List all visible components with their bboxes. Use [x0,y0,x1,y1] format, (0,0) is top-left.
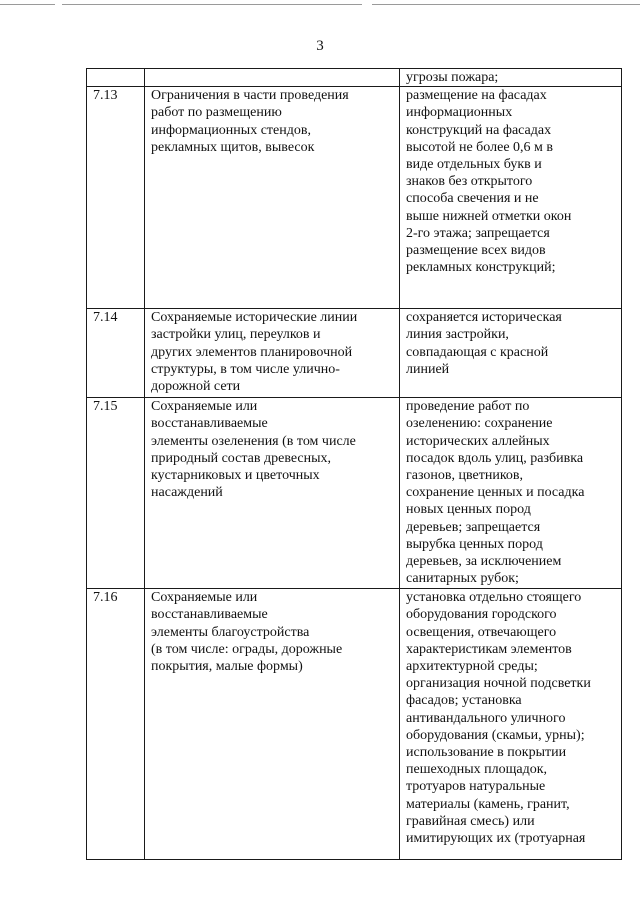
scan-top-rule [62,4,362,5]
table-row [87,589,622,860]
text-line: деревьев; запрещается [406,519,541,535]
text-line: структуры, в том числе улично- [151,361,340,377]
table-row [87,69,622,87]
text-line: исторических аллейных [406,433,550,449]
text-line: Ограничения в части проведения [151,88,349,104]
row-name [145,69,400,87]
text-line: новых ценных пород [406,502,531,518]
text-line: знаков без открытого [406,174,533,190]
row-requirements [400,309,622,398]
text-line: линия застройки, [406,327,509,343]
page-number: 3 [316,38,324,54]
text-line: работ по размещению [151,105,282,121]
row-name [145,87,400,309]
text-line: оборудования (скамьи, урны); [406,727,585,743]
row-requirements [400,87,622,309]
text-line: Сохраняемые или [151,590,258,606]
text-line: пешеходных площадок, [406,762,547,778]
row-number: 7.15 [87,398,145,589]
text-line: антивандального уличного [406,710,566,726]
text-line: природный состав древесных, [151,450,332,466]
text-line: санитарных рубок; [406,571,519,587]
text-line: застройки улиц, переулков и [151,327,321,343]
text-line: высотой не более 0,6 м в [406,139,553,155]
text-line: выше нижней отметки окон [406,208,572,224]
text-line: тротуаров натуральные [406,779,546,795]
row-number: 7.14 [87,309,145,398]
text-line: сохраняется историческая [406,310,562,326]
text-line: архитектурной среды; [406,659,538,675]
text-line: Сохраняемые исторические линии [151,310,358,326]
row-number: 7.13 [87,87,145,309]
table-row [87,309,622,398]
text-line: восстанавливаемые [151,416,268,432]
text-line: характеристикам элементов [406,641,572,657]
text-line: гравийная смесь) или [406,813,535,829]
row-name [145,309,400,398]
text-line: газонов, цветников, [406,468,524,484]
text-line: вырубка ценных пород [406,536,543,552]
text-line: способа свечения и не [406,191,539,207]
text-line: рекламных щитов, вывесок [151,139,315,155]
text-line: покрытия, малые формы) [151,659,303,675]
text-line: восстанавливаемые [151,607,268,623]
text-line: посадок вдоль улиц, разбивка [406,450,584,466]
text-line: виде отдельных букв и [406,157,542,173]
text-line: размещение на фасадах [406,88,547,104]
text-line: совпадающая с красной [406,344,549,360]
row-requirements [400,589,622,860]
text-line: проведение работ по [406,399,530,415]
text-line: элементы озеленения (в том числе [151,433,356,449]
text-line: информационных [406,105,513,121]
scan-top-rule [0,4,55,5]
text-line: элементы благоустройства [151,624,310,640]
requirements-table [86,68,622,860]
text-line: сохранение ценных и посадка [406,485,585,501]
text-line: дорожной сети [151,379,241,395]
text-line: информационных стендов, [151,122,311,138]
text-line: конструкций на фасадах [406,122,552,138]
row-number [87,69,145,87]
text-line: (в том числе: ограды, дорожные [151,641,343,657]
text-line: материалы (камень, гранит, [406,796,570,812]
text-line: организация ночной подсветки [406,676,591,692]
text-line: Сохраняемые или [151,399,258,415]
text-line: фасадов; установка [406,693,522,709]
table-row [87,398,622,589]
text-line: линией [406,361,450,377]
row-number: 7.16 [87,589,145,860]
text-line: озеленению: сохранение [406,416,553,432]
text-line: угрозы пожара; [406,70,499,85]
row-requirements [400,398,622,589]
table-row [87,87,622,309]
text-line: насаждений [151,485,223,501]
text-line: использование в покрытии [406,745,567,761]
row-name [145,589,400,860]
text-line: 2-го этажа; запрещается [406,225,550,241]
text-line: оборудования городского [406,607,557,623]
text-line: установка отдельно стоящего [406,590,582,606]
row-name [145,398,400,589]
scan-top-rule [372,4,640,5]
row-requirements [400,69,622,87]
text-line: размещение всех видов [406,243,546,259]
text-line: деревьев, за исключением [406,554,562,570]
text-line: кустарниковых и цветочных [151,468,320,484]
text-line: имитирующих их (тротуарная [406,831,586,847]
text-line: освещения, отвечающего [406,624,557,640]
text-line: рекламных конструкций; [406,260,556,276]
text-line: других элементов планировочной [151,344,353,360]
